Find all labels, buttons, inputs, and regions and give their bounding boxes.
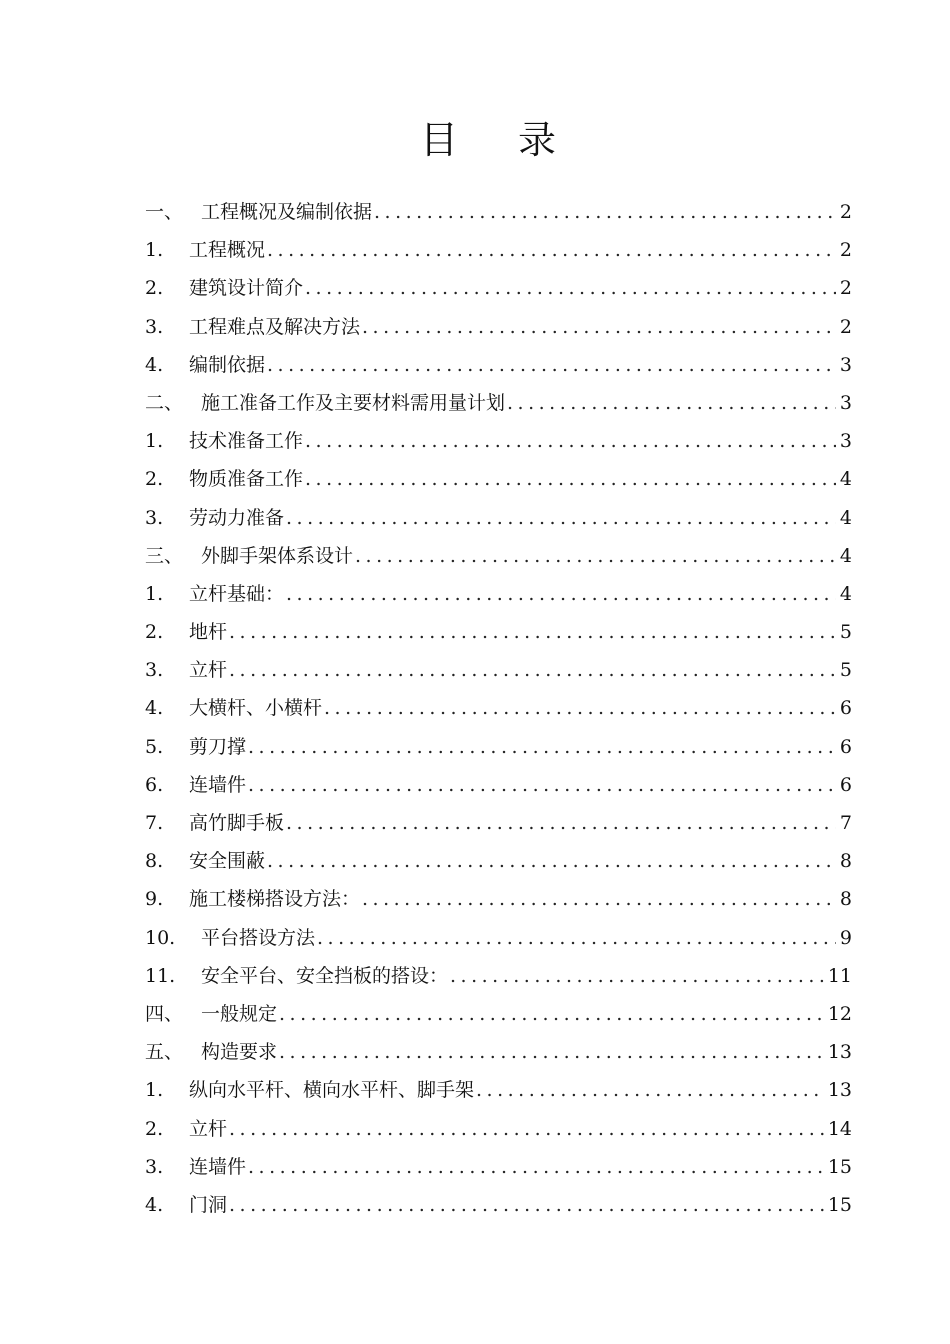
toc-entry[interactable] [145, 575, 852, 613]
toc-entry[interactable] [145, 919, 852, 957]
toc-dot-leader [267, 231, 836, 269]
toc-dot-leader [229, 613, 836, 651]
toc-dot-leader [267, 842, 836, 880]
toc-entry-title: 平台搭设方法 [201, 926, 316, 949]
toc-dot-leader [248, 1148, 824, 1186]
toc-page-number: 8 [839, 850, 852, 873]
toc-dot-leader [355, 537, 836, 575]
toc-entry[interactable] [145, 804, 852, 842]
toc-entry[interactable] [145, 422, 852, 460]
toc-entry[interactable] [145, 957, 852, 995]
toc-dot-leader [317, 919, 836, 957]
toc-entry-number: 4. [145, 353, 164, 376]
toc-entry-number: 3. [145, 315, 164, 338]
toc-entry-number: 四、 [145, 1002, 184, 1025]
toc-dot-leader [362, 880, 836, 918]
toc-dot-leader [507, 384, 836, 422]
toc-entry-title: 连墙件 [189, 1155, 247, 1178]
toc-dot-leader [229, 651, 836, 689]
toc-page-number: 4 [839, 506, 852, 529]
toc-entry-number: 2. [145, 277, 164, 300]
toc-page-number: 3 [839, 430, 852, 453]
toc-dot-leader [305, 269, 836, 307]
toc-page-number: 5 [839, 659, 852, 682]
toc-page-number: 13 [827, 1041, 852, 1064]
toc-entry-number: 3. [145, 1155, 164, 1178]
toc-entry[interactable] [145, 269, 852, 307]
toc-entry-number: 6. [145, 773, 164, 796]
toc-entry-number: 8. [145, 850, 164, 873]
toc-entry-title: 高竹脚手板 [189, 812, 285, 834]
toc-entry-title: 门洞 [189, 1193, 228, 1216]
toc-dot-leader [362, 308, 836, 346]
toc-entry[interactable] [145, 1110, 852, 1148]
toc-entry-title: 劳动力准备 [189, 506, 285, 529]
toc-dot-leader [374, 193, 836, 231]
toc-entry-title: 立杆基础： [189, 582, 285, 605]
toc-dot-leader [286, 499, 836, 537]
toc-entry[interactable] [145, 384, 852, 422]
toc-entry-number: 4. [145, 1193, 164, 1216]
toc-entry[interactable] [145, 460, 852, 498]
toc-entry[interactable] [145, 1186, 852, 1224]
toc-entry[interactable] [145, 651, 852, 689]
toc-entry[interactable] [145, 842, 852, 880]
toc-entry-title: 施工准备工作及主要材料需用量计划 [201, 391, 506, 414]
page-title: 目 录 [419, 118, 581, 162]
toc-entry[interactable] [145, 880, 852, 918]
toc-entry-number: 五、 [145, 1041, 184, 1064]
toc-page-number: 3 [839, 391, 852, 414]
toc-page-number: 15 [827, 1193, 852, 1216]
toc-entry-title: 大横杆、小横杆 [189, 697, 323, 720]
toc-page-number: 2 [839, 315, 852, 338]
toc-dot-leader [229, 1110, 824, 1148]
toc-entry-number: 一、 [145, 201, 184, 223]
toc-dot-leader [286, 575, 836, 613]
toc-entry-title: 建筑设计简介 [189, 277, 304, 300]
toc-dot-leader [305, 422, 836, 460]
toc-entry-number: 1. [145, 1079, 164, 1102]
toc-page-number: 6 [839, 773, 852, 796]
toc-entry-title: 物质准备工作 [189, 468, 304, 491]
toc-entry[interactable] [145, 193, 852, 231]
toc-entry[interactable] [145, 231, 852, 269]
toc-page-number: 5 [839, 621, 852, 644]
toc-entry[interactable] [145, 1071, 852, 1109]
toc-entry[interactable] [145, 689, 852, 727]
toc-entry-title: 安全平台、安全挡板的搭设： [201, 964, 449, 987]
toc-page-number: 2 [839, 201, 852, 223]
toc-page-number: 13 [827, 1079, 852, 1102]
toc-entry-number: 1. [145, 430, 164, 453]
toc-entry-number: 2. [145, 468, 164, 491]
toc-entry[interactable] [145, 728, 852, 766]
toc-page-number: 11 [827, 964, 852, 987]
toc-entry-number: 7. [145, 812, 164, 834]
toc-page-number: 2 [839, 239, 852, 262]
toc-entry-number: 4. [145, 697, 164, 720]
toc-entry-number: 1. [145, 582, 164, 605]
toc-entry-number: 11. [145, 964, 176, 987]
toc-entry-number: 10. [145, 926, 176, 949]
toc-entry-title: 连墙件 [189, 773, 247, 796]
toc-entry-number: 三、 [145, 544, 184, 567]
toc-entry[interactable] [145, 613, 852, 651]
toc-entry-title: 一般规定 [201, 1002, 278, 1025]
toc-entry-number: 1. [145, 239, 164, 262]
toc-page-number: 2 [839, 277, 852, 300]
toc-entry-title: 构造要求 [201, 1041, 278, 1064]
toc-page-number: 6 [839, 697, 852, 720]
toc-entry-title: 技术准备工作 [189, 430, 304, 453]
toc-entry-title: 剪刀撑 [189, 735, 247, 758]
toc-dot-leader [305, 460, 836, 498]
toc-entry[interactable] [145, 499, 852, 537]
toc-dot-leader [248, 728, 836, 766]
toc-dot-leader [267, 346, 836, 384]
toc-entry-title: 安全围蔽 [189, 850, 266, 873]
toc-page-number: 12 [827, 1002, 852, 1025]
toc-page-number: 14 [827, 1117, 852, 1140]
toc-entry[interactable] [145, 308, 852, 346]
toc-dot-leader [476, 1071, 824, 1109]
toc-entry-number: 2. [145, 621, 164, 644]
toc-entry-number: 5. [145, 735, 164, 758]
toc-entry[interactable] [145, 537, 852, 575]
toc-page-number: 6 [839, 735, 852, 758]
toc-entry-number: 9. [145, 888, 164, 911]
toc-entry-title: 立杆 [189, 1117, 228, 1140]
toc-entry-number: 3. [145, 659, 164, 682]
toc-dot-leader [229, 1186, 824, 1224]
toc-entry-title: 外脚手架体系设计 [201, 544, 354, 567]
toc-dot-leader [286, 804, 836, 842]
toc-page-number: 7 [839, 812, 852, 834]
toc-entry[interactable] [145, 995, 852, 1033]
toc-entry[interactable] [145, 346, 852, 384]
toc-entry-title: 编制依据 [189, 353, 266, 376]
toc-entry[interactable] [145, 1148, 852, 1186]
toc-entry-title: 工程概况 [189, 239, 266, 262]
toc-entry[interactable] [145, 766, 852, 804]
toc-page-number: 8 [839, 888, 852, 911]
toc-entry-number: 二、 [145, 391, 184, 414]
toc-dot-leader [279, 995, 824, 1033]
toc-dot-leader [248, 766, 836, 804]
toc-entry-title: 纵向水平杆、横向水平杆、脚手架 [189, 1079, 475, 1102]
toc-page-number: 15 [827, 1155, 852, 1178]
toc-entry-number: 3. [145, 506, 164, 529]
toc-page-number: 4 [839, 468, 852, 491]
toc-dot-leader [450, 957, 824, 995]
toc-entry-title: 工程概况及编制依据 [201, 201, 373, 223]
toc-entry[interactable] [145, 1033, 852, 1071]
toc-page-number: 4 [839, 544, 852, 567]
toc-entry-title: 工程难点及解决方法 [189, 315, 361, 338]
toc-entry-number: 2. [145, 1117, 164, 1140]
toc-page-number: 9 [839, 926, 852, 949]
toc-entry-title: 立杆 [189, 659, 228, 682]
toc-dot-leader [279, 1033, 824, 1071]
toc-page-number: 4 [839, 582, 852, 605]
table-of-contents [145, 193, 852, 1224]
toc-page-number: 3 [839, 353, 852, 376]
toc-dot-leader [324, 689, 836, 727]
toc-entry-title: 地杆 [189, 621, 228, 644]
toc-entry-title: 施工楼梯搭设方法： [189, 888, 361, 911]
